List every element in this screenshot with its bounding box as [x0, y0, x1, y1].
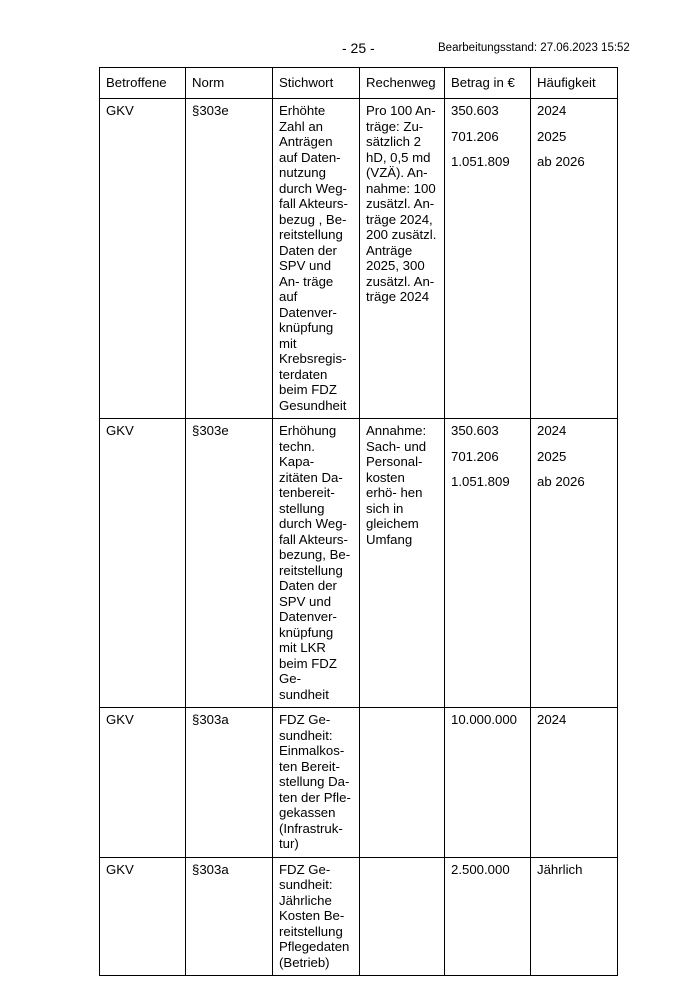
betrag-value: 350.603 [451, 103, 499, 118]
page-number: - 25 - [342, 40, 375, 56]
betrag-value: 701.206 [451, 448, 499, 464]
cell-rechenweg: Pro 100 An- träge: Zu- sätzlich 2 hD, 0,5 md (VZÄ). An- nahme: 100 zusätzl. An- träge 2024, 200 zusätzl. Anträge 2025, 300 zusätzl. An- träge 2024 [360, 99, 445, 419]
cell-stichwort: FDZ Ge- sundheit: Jährliche Kosten Be- reitstellung Pflegedaten (Betrieb) [273, 857, 360, 976]
cell-norm: §303e [186, 99, 273, 419]
cell-betroffene: GKV [100, 857, 186, 976]
cell-betrag [445, 857, 531, 976]
betrag-value: 1.051.809 [451, 474, 510, 489]
cell-norm: §303a [186, 708, 273, 858]
cost-table [99, 67, 618, 976]
haeufigkeit-value: 2024 [537, 103, 567, 118]
revision-status: Bearbeitungsstand: 27.06.2023 15:52 [438, 42, 630, 54]
haeufigkeit-value: 2025 [537, 448, 567, 464]
cell-haeufigkeit [531, 419, 618, 708]
cell-betrag [445, 708, 531, 858]
table-row [100, 419, 618, 708]
column-header-stichwort: Stichwort [273, 68, 360, 99]
table-row [100, 708, 618, 858]
cell-stichwort: FDZ Ge- sundheit: Einmalkos- ten Bereit- stellung Da- ten der Pfle- gekassen (Infrastruk- tur) [273, 708, 360, 858]
column-header-haeufigkeit: Häufigkeit [531, 68, 618, 99]
haeufigkeit-value: 2024 [537, 423, 567, 438]
betrag-value: 2.500.000 [451, 861, 510, 877]
cell-haeufigkeit [531, 99, 618, 419]
column-header-betrag: Betrag in € [445, 68, 531, 99]
cell-rechenweg: Annahme: Sach- und Personal- kosten erhö- hen sich in gleichem Umfang [360, 419, 445, 708]
cell-rechenweg [360, 708, 445, 858]
cell-betroffene: GKV [100, 708, 186, 858]
haeufigkeit-value: Jährlich [537, 861, 583, 877]
haeufigkeit-value: 2025 [537, 128, 567, 144]
haeufigkeit-value: ab 2026 [537, 154, 585, 169]
cell-haeufigkeit [531, 708, 618, 858]
cell-haeufigkeit [531, 857, 618, 976]
cell-betroffene: GKV [100, 419, 186, 708]
cell-norm: §303e [186, 419, 273, 708]
cell-rechenweg [360, 857, 445, 976]
cell-betroffene: GKV [100, 99, 186, 419]
betrag-value: 1.051.809 [451, 154, 510, 169]
betrag-value: 10.000.000 [451, 712, 518, 727]
table-row [100, 99, 618, 419]
column-header-betroffene: Betroffene [100, 68, 186, 99]
table-row [100, 857, 618, 976]
haeufigkeit-value: 2024 [537, 712, 567, 727]
table-header-row [100, 68, 618, 99]
cell-norm: §303a [186, 857, 273, 976]
cell-betrag [445, 99, 531, 419]
column-header-rechenweg: Rechenweg [360, 68, 445, 99]
column-header-norm: Norm [186, 68, 273, 99]
betrag-value: 350.603 [451, 423, 499, 438]
cell-stichwort: Erhöhung techn. Kapa- zitäten Da- tenbereit- stellung durch Weg- fall Akteurs- bezung, Be- reitstellung Daten der SPV und Datenver- knüpfung mit LKR beim FDZ Ge- sundheit [273, 419, 360, 708]
cell-stichwort: Erhöhte Zahl an Anträgen auf Daten- nutzung durch Weg- fall Akteurs- bezug , Be- reitstellung Daten der SPV und An- träge auf Datenver- knüpfung mit Krebsregis- terdaten beim FDZ Gesundheit [273, 99, 360, 419]
cell-betrag [445, 419, 531, 708]
betrag-value: 701.206 [451, 128, 499, 144]
haeufigkeit-value: ab 2026 [537, 474, 585, 489]
